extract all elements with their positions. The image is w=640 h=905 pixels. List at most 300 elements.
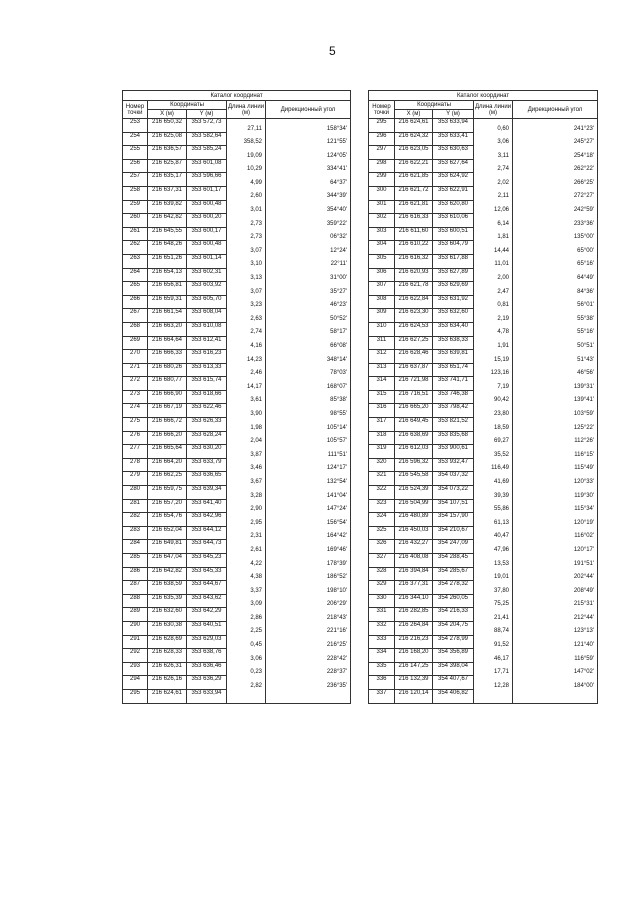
direction-angle-value: 64°49' (577, 275, 595, 282)
coord-y: 354 107,51 (433, 499, 474, 513)
line-length-value: 2,60 (250, 193, 262, 200)
direction-angle-value: 46°23' (330, 302, 348, 309)
coord-x: 216 649,81 (148, 540, 187, 554)
coord-y: 353 631,92 (433, 295, 474, 309)
direction-angle-value: 115°34' (574, 506, 595, 513)
coord-y: 353 638,76 (187, 649, 227, 663)
direction-angle-value: 65°16' (577, 261, 595, 268)
line-length-value: 3,23 (250, 302, 262, 309)
line-length-value: 6,14 (497, 220, 509, 227)
coord-y: 353 798,42 (433, 404, 474, 418)
line-length-value: 3,87 (250, 451, 262, 458)
point-number: 294 (123, 676, 148, 690)
coord-x: 216 638,69 (395, 431, 433, 445)
line-length (474, 513, 513, 527)
point-number: 314 (369, 377, 395, 391)
catalog-title: Каталог координат (123, 91, 351, 101)
line-length (474, 390, 513, 404)
line-length (474, 309, 513, 323)
coord-y: 353 630,63 (433, 146, 474, 160)
line-length-value: 2,73 (250, 234, 262, 241)
direction-angle (266, 146, 351, 160)
point-number: 290 (123, 621, 148, 635)
table-row (123, 608, 351, 622)
direction-angle (513, 186, 598, 200)
line-length (227, 513, 266, 527)
coord-x: 216 647,04 (148, 554, 187, 568)
coord-y: 353 616,23 (187, 350, 227, 364)
line-length (474, 662, 513, 676)
direction-angle-value: 31°00' (330, 275, 348, 282)
direction-angle-value: 218°43' (326, 614, 348, 621)
header-point-number: Номер точки (369, 101, 395, 119)
line-length-value: 2,82 (250, 682, 262, 689)
direction-angle (266, 513, 351, 527)
table-row (123, 200, 351, 214)
direction-angle (513, 458, 598, 472)
direction-angle (266, 445, 351, 459)
line-length-value: 35,52 (493, 451, 509, 458)
coord-x: 216 622,84 (395, 295, 433, 309)
coord-x: 216 716,51 (395, 390, 433, 404)
table-row (123, 363, 351, 377)
coord-y: 353 624,92 (433, 173, 474, 187)
table-row (369, 635, 598, 649)
direction-angle (513, 322, 598, 336)
direction-angle-value: 221°16' (326, 628, 348, 635)
direction-angle-value: 120°19' (573, 519, 595, 526)
direction-angle (266, 404, 351, 418)
direction-angle-value: 119°30' (574, 492, 595, 499)
line-length (227, 621, 266, 635)
line-length (474, 581, 513, 595)
line-length (474, 418, 513, 432)
table-row (369, 282, 598, 296)
point-number: 305 (369, 254, 395, 268)
direction-angle (266, 554, 351, 568)
coord-y: 353 633,94 (187, 689, 227, 703)
direction-angle (513, 309, 598, 323)
direction-angle (513, 594, 598, 608)
line-length (474, 540, 513, 554)
line-length (474, 445, 513, 459)
coord-y: 353 932,47 (433, 458, 474, 472)
point-number: 295 (369, 119, 395, 133)
point-number: 291 (123, 635, 148, 649)
table-row (123, 186, 351, 200)
point-number: 337 (369, 689, 395, 703)
coord-y: 354 157,90 (433, 513, 474, 527)
coord-x: 216 625,08 (148, 132, 187, 146)
line-length-value: 14,17 (246, 383, 262, 390)
coord-x: 216 661,54 (148, 309, 187, 323)
line-length (474, 689, 513, 703)
coord-y: 353 629,03 (187, 635, 227, 649)
line-length-value: 3,10 (250, 261, 262, 268)
point-number: 312 (369, 350, 395, 364)
point-number: 336 (369, 676, 395, 690)
line-length-value: 69,27 (493, 438, 509, 445)
line-length (227, 554, 266, 568)
table-row (123, 268, 351, 282)
point-number: 273 (123, 390, 148, 404)
table-row (123, 377, 351, 391)
point-number: 283 (123, 526, 148, 540)
line-length-value: 0,45 (250, 642, 262, 649)
coord-y: 353 821,52 (433, 418, 474, 432)
coord-y: 353 746,38 (433, 390, 474, 404)
direction-angle (266, 363, 351, 377)
coord-y: 354 216,33 (433, 608, 474, 622)
line-length (227, 254, 266, 268)
coord-x: 216 651,26 (148, 254, 187, 268)
line-length-value: 61,13 (493, 519, 509, 526)
direction-angle (266, 295, 351, 309)
direction-angle-value: 245°27' (573, 139, 595, 146)
coord-y: 353 645,33 (187, 567, 227, 581)
coord-x: 216 450,03 (395, 526, 433, 540)
coord-x: 216 625,87 (148, 159, 187, 173)
direction-angle (513, 581, 598, 595)
coord-y: 353 601,14 (187, 254, 227, 268)
line-length (474, 377, 513, 391)
line-length-value: 0,23 (250, 669, 262, 676)
line-length (474, 486, 513, 500)
coord-x: 216 344,10 (395, 594, 433, 608)
direction-angle (513, 418, 598, 432)
point-number: 307 (369, 282, 395, 296)
table-row (123, 132, 351, 146)
header-x: X (м) (148, 110, 187, 119)
line-length (227, 309, 266, 323)
table-row (369, 594, 598, 608)
direction-angle-value: 112°26' (574, 438, 595, 445)
table-row (369, 404, 598, 418)
direction-angle-value: 78°03' (330, 370, 348, 377)
direction-angle (266, 186, 351, 200)
line-length-value: 19,01 (493, 574, 509, 581)
point-number: 304 (369, 241, 395, 255)
direction-angle-value: 46°56' (577, 370, 595, 377)
coord-y: 353 601,08 (187, 159, 227, 173)
line-length-value: 41,69 (493, 478, 509, 485)
line-length-value: 2,61 (250, 546, 262, 553)
line-length-value: 10,29 (246, 166, 262, 173)
coord-y: 353 626,33 (187, 418, 227, 432)
header-direction-angle: Дирекционный угол (266, 101, 351, 119)
line-length-value: 46,17 (493, 655, 509, 662)
coord-x: 216 665,64 (148, 445, 187, 459)
direction-angle (513, 649, 598, 663)
direction-angle-value: 139°31' (573, 383, 595, 390)
direction-angle-value: 105°57' (326, 438, 348, 445)
line-length-value: 2,00 (497, 275, 509, 282)
point-number: 279 (123, 472, 148, 486)
direction-angle-value: 115°49' (574, 465, 595, 472)
point-number: 256 (123, 159, 148, 173)
coord-x: 216 654,13 (148, 268, 187, 282)
direction-angle-value: 120°33' (573, 478, 595, 485)
table-row (369, 390, 598, 404)
coord-x: 216 632,60 (148, 608, 187, 622)
line-length (474, 676, 513, 690)
line-length (474, 554, 513, 568)
table-row (123, 676, 351, 690)
coord-y: 353 602,31 (187, 268, 227, 282)
coord-y: 353 630,20 (187, 445, 227, 459)
direction-angle-value: 98°55' (330, 410, 348, 417)
table-row (369, 363, 598, 377)
direction-angle-value: 116°59' (574, 655, 595, 662)
coord-x: 216 635,39 (148, 594, 187, 608)
line-length (474, 159, 513, 173)
line-length (227, 431, 266, 445)
direction-angle (266, 662, 351, 676)
direction-angle-value: 262°22' (573, 166, 595, 173)
coord-y: 353 615,74 (187, 377, 227, 391)
table-row (123, 662, 351, 676)
point-number: 297 (369, 146, 395, 160)
coord-x: 216 616,32 (395, 254, 433, 268)
line-length-value: 40,47 (493, 533, 509, 540)
direction-angle (266, 350, 351, 364)
direction-angle-value: 50°51' (577, 343, 595, 349)
line-length-value: 75,25 (493, 601, 509, 608)
direction-angle-value: 228°42' (326, 655, 348, 662)
table-row (369, 295, 598, 309)
line-length-value: 123,16 (490, 370, 509, 377)
coord-y: 353 628,24 (187, 431, 227, 445)
table-row (369, 186, 598, 200)
point-number: 263 (123, 254, 148, 268)
coord-y: 353 622,91 (433, 186, 474, 200)
direction-angle-value: 65°00' (577, 247, 595, 254)
line-length (227, 689, 266, 703)
direction-angle (513, 200, 598, 214)
table-row (369, 322, 598, 336)
point-number: 275 (123, 418, 148, 432)
coord-y: 353 604,79 (433, 241, 474, 255)
coord-y: 353 585,24 (187, 146, 227, 160)
table-row (123, 159, 351, 173)
line-length-value: 3,07 (250, 247, 262, 254)
direction-angle-value: 132°54' (326, 478, 348, 485)
point-number: 300 (369, 186, 395, 200)
direction-angle-value: 51°43' (577, 356, 595, 363)
line-length-value: 1,91 (497, 343, 509, 349)
line-length-value: 2,74 (497, 166, 509, 173)
line-length (227, 594, 266, 608)
coord-y: 353 633,94 (433, 119, 474, 133)
coord-y: 354 356,89 (433, 649, 474, 663)
direction-angle (513, 445, 598, 459)
line-length (474, 621, 513, 635)
line-length (474, 594, 513, 608)
line-length (474, 608, 513, 622)
table-row (369, 689, 598, 703)
coord-y: 353 644,12 (187, 526, 227, 540)
table-row (369, 350, 598, 364)
point-number: 330 (369, 594, 395, 608)
coord-x: 216 432,27 (395, 540, 433, 554)
line-length-value: 90,42 (493, 397, 509, 404)
line-length (227, 200, 266, 214)
direction-angle-value: 58°17' (330, 329, 348, 336)
line-length-value: 27,11 (247, 126, 262, 132)
line-length-value: 3,01 (250, 207, 262, 214)
coord-x: 216 642,82 (148, 214, 187, 228)
table-row (123, 173, 351, 187)
line-length-value: 2,73 (250, 220, 262, 227)
coord-y: 353 617,88 (433, 254, 474, 268)
point-number: 264 (123, 268, 148, 282)
line-length-value: 0,60 (497, 126, 509, 132)
coord-y: 353 596,66 (187, 173, 227, 187)
line-length (474, 499, 513, 513)
coord-y: 353 582,64 (187, 132, 227, 146)
coord-y: 353 639,34 (187, 486, 227, 500)
line-length-value: 18,59 (493, 424, 509, 431)
direction-angle-value: 121°55' (326, 139, 348, 146)
catalog-table-right (368, 90, 598, 704)
direction-angle-value: 272°27' (573, 193, 595, 200)
coord-x: 216 666,33 (148, 350, 187, 364)
coord-x: 216 621,85 (395, 173, 433, 187)
table-row (369, 621, 598, 635)
direction-angle (513, 540, 598, 554)
coord-x: 216 664,64 (148, 336, 187, 350)
header-line-length: Длина линии (м) (474, 101, 513, 119)
direction-angle (266, 526, 351, 540)
coord-x: 216 645,55 (148, 227, 187, 241)
point-number: 309 (369, 309, 395, 323)
line-length-value: 3,61 (250, 397, 262, 404)
line-length (474, 227, 513, 241)
point-number: 299 (369, 173, 395, 187)
point-number: 253 (123, 119, 148, 133)
point-number: 260 (123, 214, 148, 228)
point-number: 334 (369, 649, 395, 663)
point-number: 262 (123, 241, 148, 255)
point-number: 302 (369, 214, 395, 228)
coord-x: 216 721,98 (395, 377, 433, 391)
point-number: 277 (123, 445, 148, 459)
line-length-value: 14,44 (493, 247, 509, 254)
coord-x: 216 616,33 (395, 214, 433, 228)
line-length-value: 17,71 (493, 669, 509, 676)
table-row (369, 254, 598, 268)
point-number: 274 (123, 404, 148, 418)
coord-x: 216 680,77 (148, 377, 187, 391)
line-length-value: 4,78 (497, 329, 509, 336)
line-length (227, 486, 266, 500)
direction-angle (266, 608, 351, 622)
point-number: 325 (369, 526, 395, 540)
line-length-value: 2,47 (497, 288, 509, 295)
direction-angle (513, 472, 598, 486)
coord-y: 353 835,68 (433, 431, 474, 445)
direction-angle (513, 363, 598, 377)
coord-x: 216 545,58 (395, 472, 433, 486)
coord-y: 353 636,29 (187, 676, 227, 690)
point-number: 301 (369, 200, 395, 214)
point-number: 258 (123, 186, 148, 200)
direction-angle (266, 540, 351, 554)
direction-angle-value: 186°52' (326, 574, 348, 581)
line-length-value: 14,23 (246, 356, 262, 363)
line-length (227, 540, 266, 554)
line-length-value: 39,39 (493, 492, 509, 499)
line-length (474, 186, 513, 200)
direction-angle (513, 146, 598, 160)
table-row (123, 146, 351, 160)
line-length-value: 15,19 (493, 356, 509, 363)
point-number: 295 (123, 689, 148, 703)
coord-x: 216 621,81 (395, 200, 433, 214)
direction-angle-value: 66°08' (330, 343, 348, 349)
line-length-value: 358,52 (243, 139, 262, 146)
direction-angle (266, 322, 351, 336)
line-length-value: 55,86 (493, 506, 509, 513)
direction-angle (266, 458, 351, 472)
coord-y: 354 073,22 (433, 486, 474, 500)
coord-x: 216 480,89 (395, 513, 433, 527)
direction-angle (266, 581, 351, 595)
line-length-value: 2,31 (250, 533, 262, 540)
direction-angle (266, 567, 351, 581)
direction-angle (513, 119, 598, 133)
direction-angle-value: 158°34' (326, 126, 348, 132)
table-row (123, 554, 351, 568)
coord-x: 216 664,20 (148, 458, 187, 472)
line-length (474, 649, 513, 663)
direction-angle-value: 135°00' (573, 234, 595, 241)
direction-angle-value: 139°41' (573, 397, 595, 404)
table-row (369, 214, 598, 228)
point-number: 288 (123, 594, 148, 608)
direction-angle (513, 282, 598, 296)
table-row (123, 581, 351, 595)
direction-angle (513, 350, 598, 364)
line-length (474, 214, 513, 228)
line-length-value: 116,49 (491, 465, 509, 472)
header-point-number: Номер точки (123, 101, 148, 119)
direction-angle (266, 390, 351, 404)
coord-x: 216 623,30 (395, 309, 433, 323)
table-row (123, 336, 351, 350)
direction-angle-value: 84°36' (577, 288, 595, 295)
direction-angle-value: 236°35' (326, 682, 348, 689)
direction-angle-value: 35°27' (330, 288, 348, 295)
coord-y: 353 638,33 (433, 336, 474, 350)
direction-angle-value: 241°23' (573, 126, 595, 132)
point-number: 335 (369, 662, 395, 676)
direction-angle-value: 334°41' (326, 166, 348, 173)
direction-angle-value: 116°02' (574, 533, 595, 540)
coord-x: 216 642,82 (148, 567, 187, 581)
direction-angle-value: 191°51' (573, 560, 595, 567)
line-length (227, 159, 266, 173)
line-length (474, 472, 513, 486)
table-row (369, 649, 598, 663)
coord-x: 216 132,39 (395, 676, 433, 690)
line-length-value: 3,46 (250, 465, 262, 472)
line-length (227, 649, 266, 663)
coord-x: 216 626,16 (148, 676, 187, 690)
point-number: 257 (123, 173, 148, 187)
header-x: X (м) (395, 110, 433, 119)
coord-y: 353 643,62 (187, 594, 227, 608)
